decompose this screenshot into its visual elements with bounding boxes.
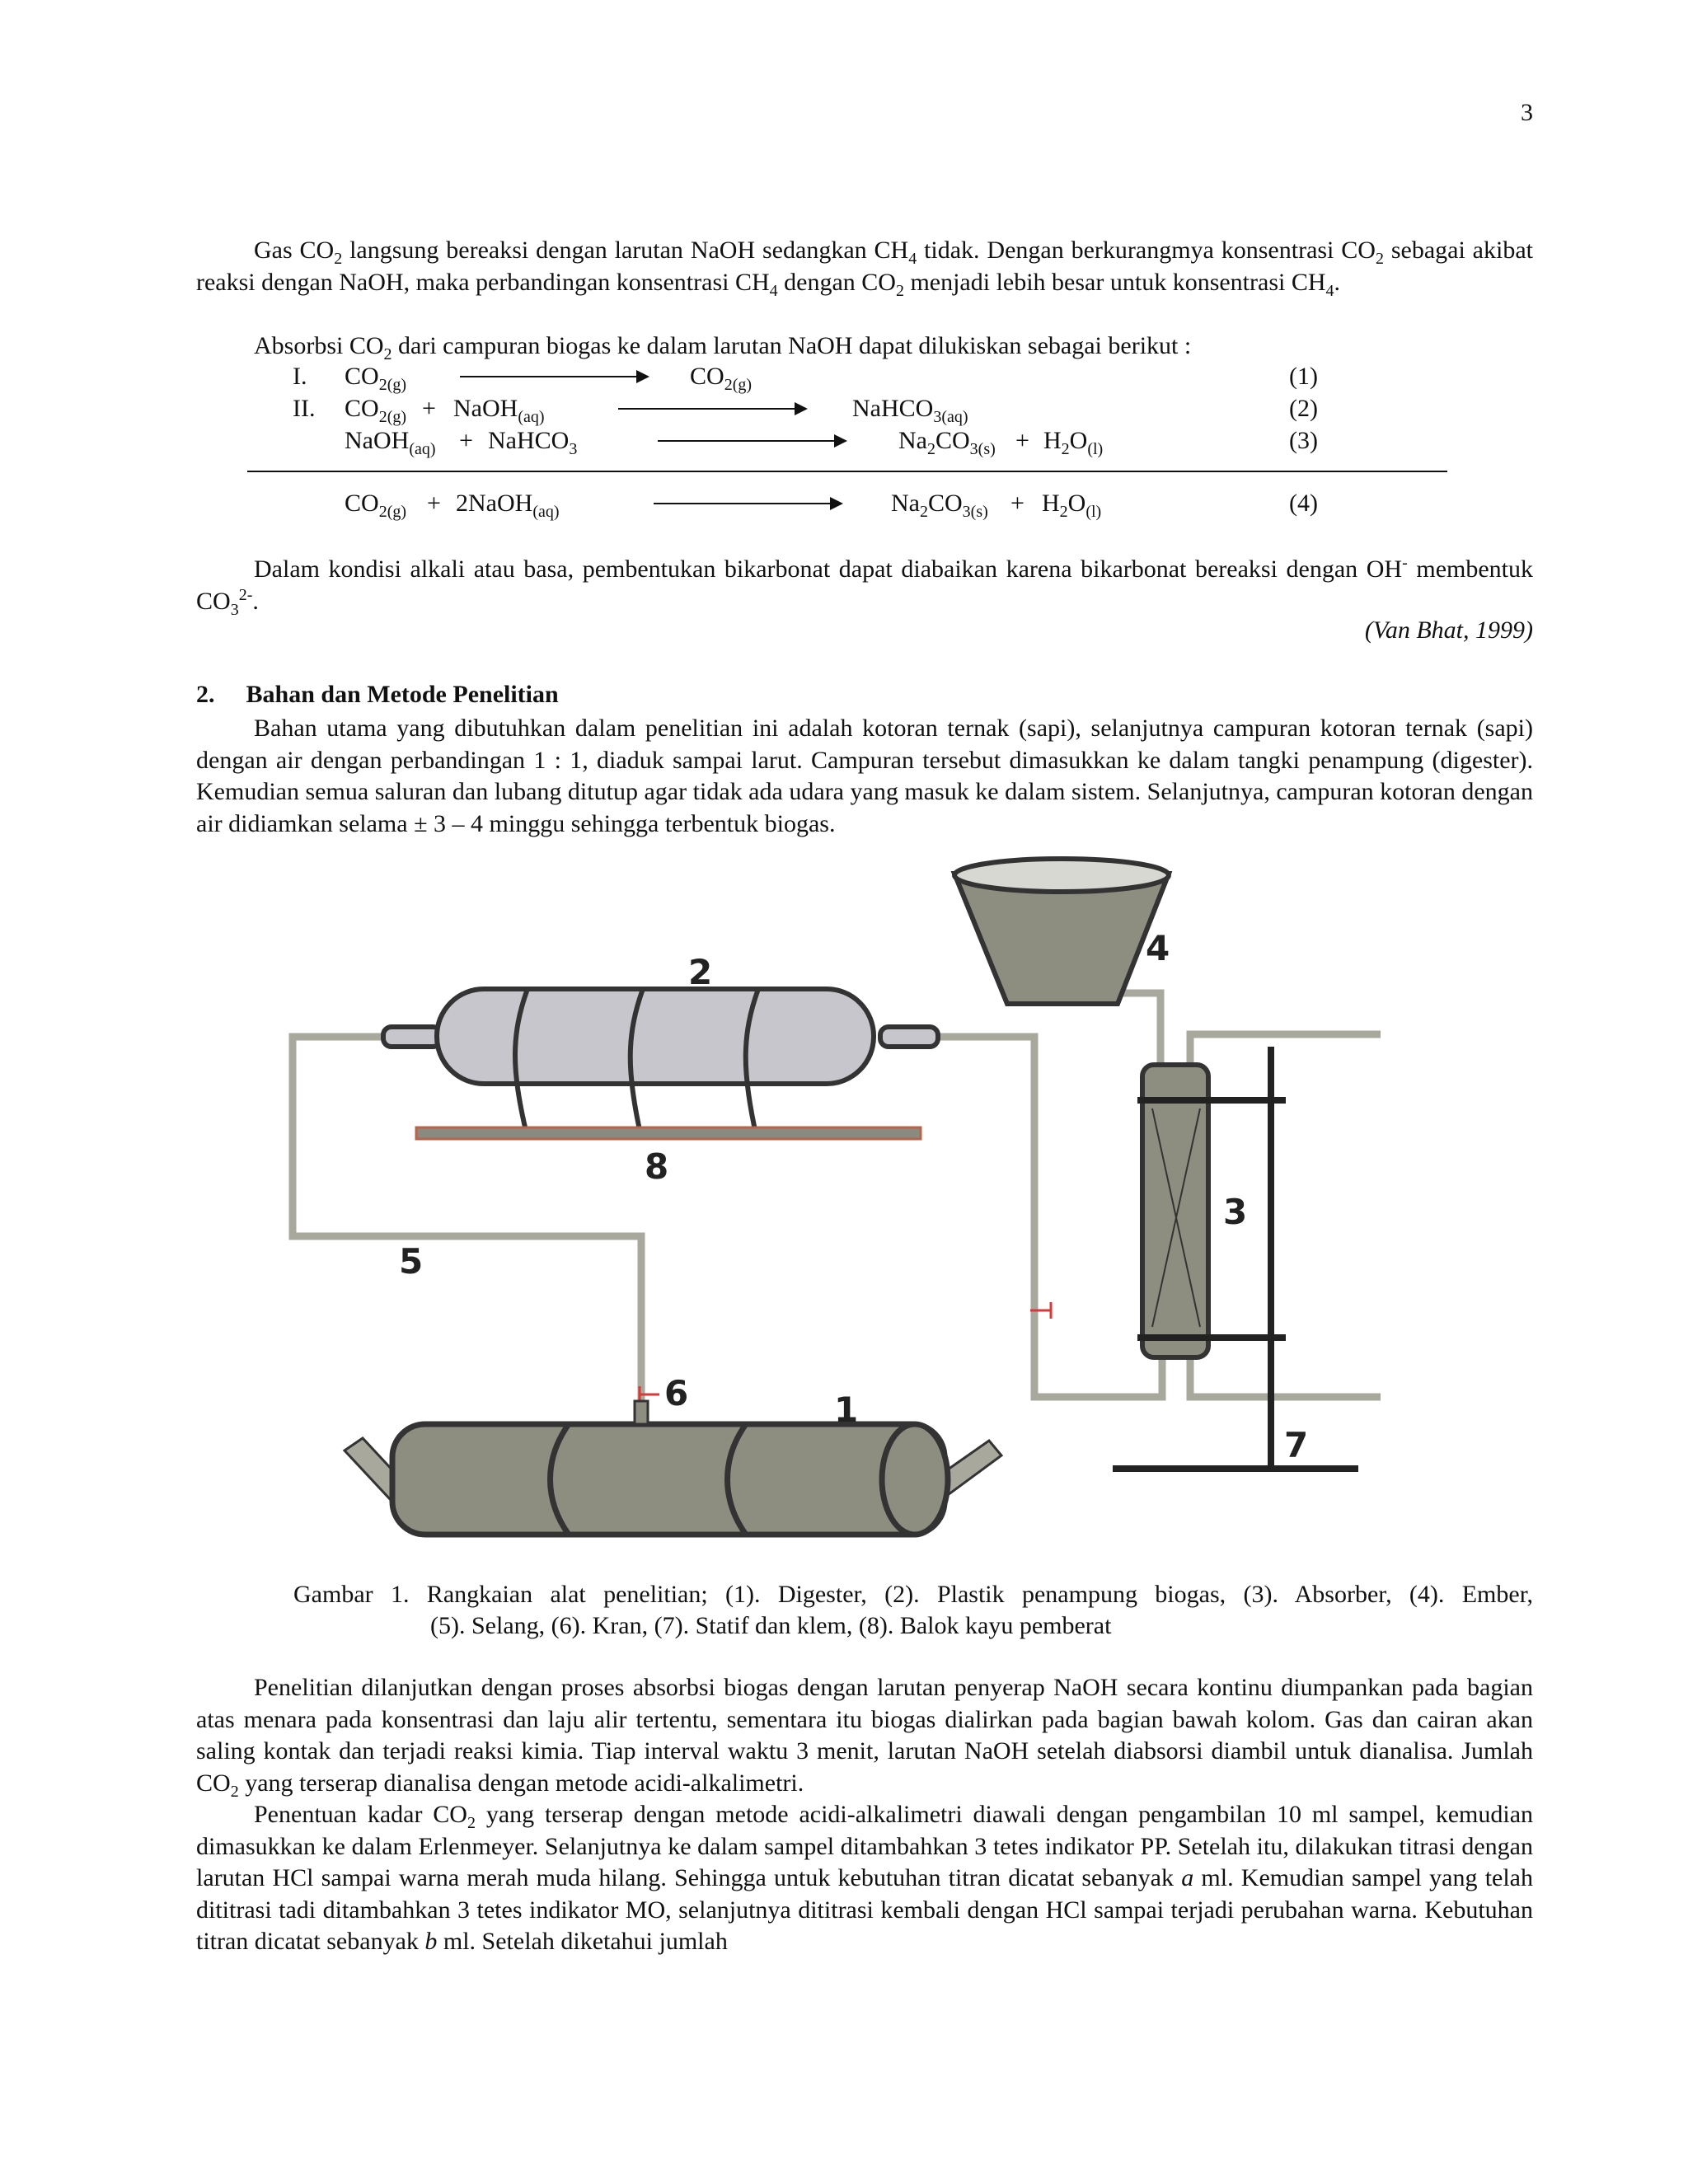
figure-label-4: 4 bbox=[1146, 928, 1170, 968]
figure-caption-2: (5). Selang, (6). Kran, (7). Statif dan klem, (8). Balok kayu pemberat bbox=[430, 1612, 1112, 1639]
figure-label-7: 7 bbox=[1284, 1425, 1309, 1465]
figure-label-5: 5 bbox=[399, 1241, 424, 1282]
figure-label-1: 1 bbox=[834, 1390, 859, 1430]
figure-label-2: 2 bbox=[688, 952, 713, 992]
digester bbox=[345, 1401, 1001, 1535]
absorber-column bbox=[1137, 1065, 1213, 1357]
figure-label-3: 3 bbox=[1223, 1192, 1248, 1232]
biogas-bag bbox=[383, 989, 938, 1137]
paragraph-2: Absorbsi $CO_2$ dari campuran biogas ke dalam larutan NaOH dapat dilukiskan sebagai berikut : bbox=[254, 332, 1192, 363]
wooden-block bbox=[416, 1127, 921, 1139]
figure-label-6: 6 bbox=[664, 1373, 689, 1413]
paragraph-4: Bahan utama yang dibutuhkan dalam penelitian ini adalah kotoran ternak (sapi), selanjutnya campuran kotoran ternak (sapi) dengan air dengan perbandingan 1 : 1, diaduk sampai larut. Campuran tersebut dimasukkan ke dalam tangki penampung (digester). Kemudian semua saluran dan lubang ditutup agar tidak ada udara yang masuk ke dalam sistem. Selanjutnya, campuran kotoran dengan air didiamkan selama ± 3 – 4 minggu sehingga terbentuk biogas. bbox=[196, 715, 1533, 837]
paragraph-5: Penelitian dilanjutkan dengan proses absorbsi biogas dengan larutan penyerap NaOH secara kontinu diumpankan pada bagian atas menara pada konsentrasi dan laju alir tertentu, sementara itu biogas dialirkan pada bagian bawah kolom. Gas dan cairan akan saling kontak dan terjadi reaksi kimia. Tiap interval waktu 3 menit, larutan NaOH setelah diabsorsi diambil untuk dianalisa. Jumlah $CO_2$ yang terserap dianalisa dengan metode acidi-alkalimetri. bbox=[196, 1674, 1533, 1801]
paragraph-3: Dalam kondisi alkali atau basa, pembentukan bikarbonat dapat diabaikan karena bikarbonat bereaksi dengan OH- membentuk $CO_3^{2-}$. bbox=[196, 554, 1533, 619]
paragraph-6: Penentuan kadar $CO_2$ yang terserap dengan metode acidi-alkalimetri diawali dengan pengambilan 10 ml sampel, kemudian dimasukkan ke dalam Erlenmeyer. Selanjutnya ke dalam sampel ditambahkan 3 tetes indikator PP. Setelah itu, dilakukan titrasi dengan larutan HCl sampai warna merah muda hilang. Sehingga untuk kebutuhan titran dicatat sebanyak a ml. Kemudian sampel yang telah dititrasi tadi ditambahkan 3 tetes indikator MO, selanjutnya dititrasi kembali dengan HCl sampai terjadi perubahan warna. Kebutuhan titran dicatat sebanyak b ml. Setelah diketahui jumlah bbox=[196, 1801, 1534, 1955]
citation: (Van Bhat, 1999) bbox=[1364, 616, 1533, 644]
bucket bbox=[954, 859, 1169, 1004]
valve-marks bbox=[640, 1302, 1051, 1403]
section-heading: 2. Bahan dan Metode Penelitian bbox=[196, 681, 559, 708]
figure-caption-1: Gambar 1. Rangkaian alat penelitian; (1). Digester, (2). Plastik penampung biogas, (3). Absorber, (4). Ember, bbox=[293, 1581, 1533, 1608]
figure-label-8: 8 bbox=[645, 1146, 669, 1187]
page-number: 3 bbox=[1521, 99, 1533, 126]
paragraph-1: Gas $CO_2$ langsung bereaksi dengan larutan NaOH sedangkan $CH_4$ tidak. Dengan berkurangmya konsentrasi $CO_2$ sebagai akibat reaksi dengan NaOH, maka perbandingan konsentrasi $CH_4$ dengan $CO_2$ menjadi lebih besar untuk konsentrasi $CH_4$. bbox=[196, 237, 1533, 300]
